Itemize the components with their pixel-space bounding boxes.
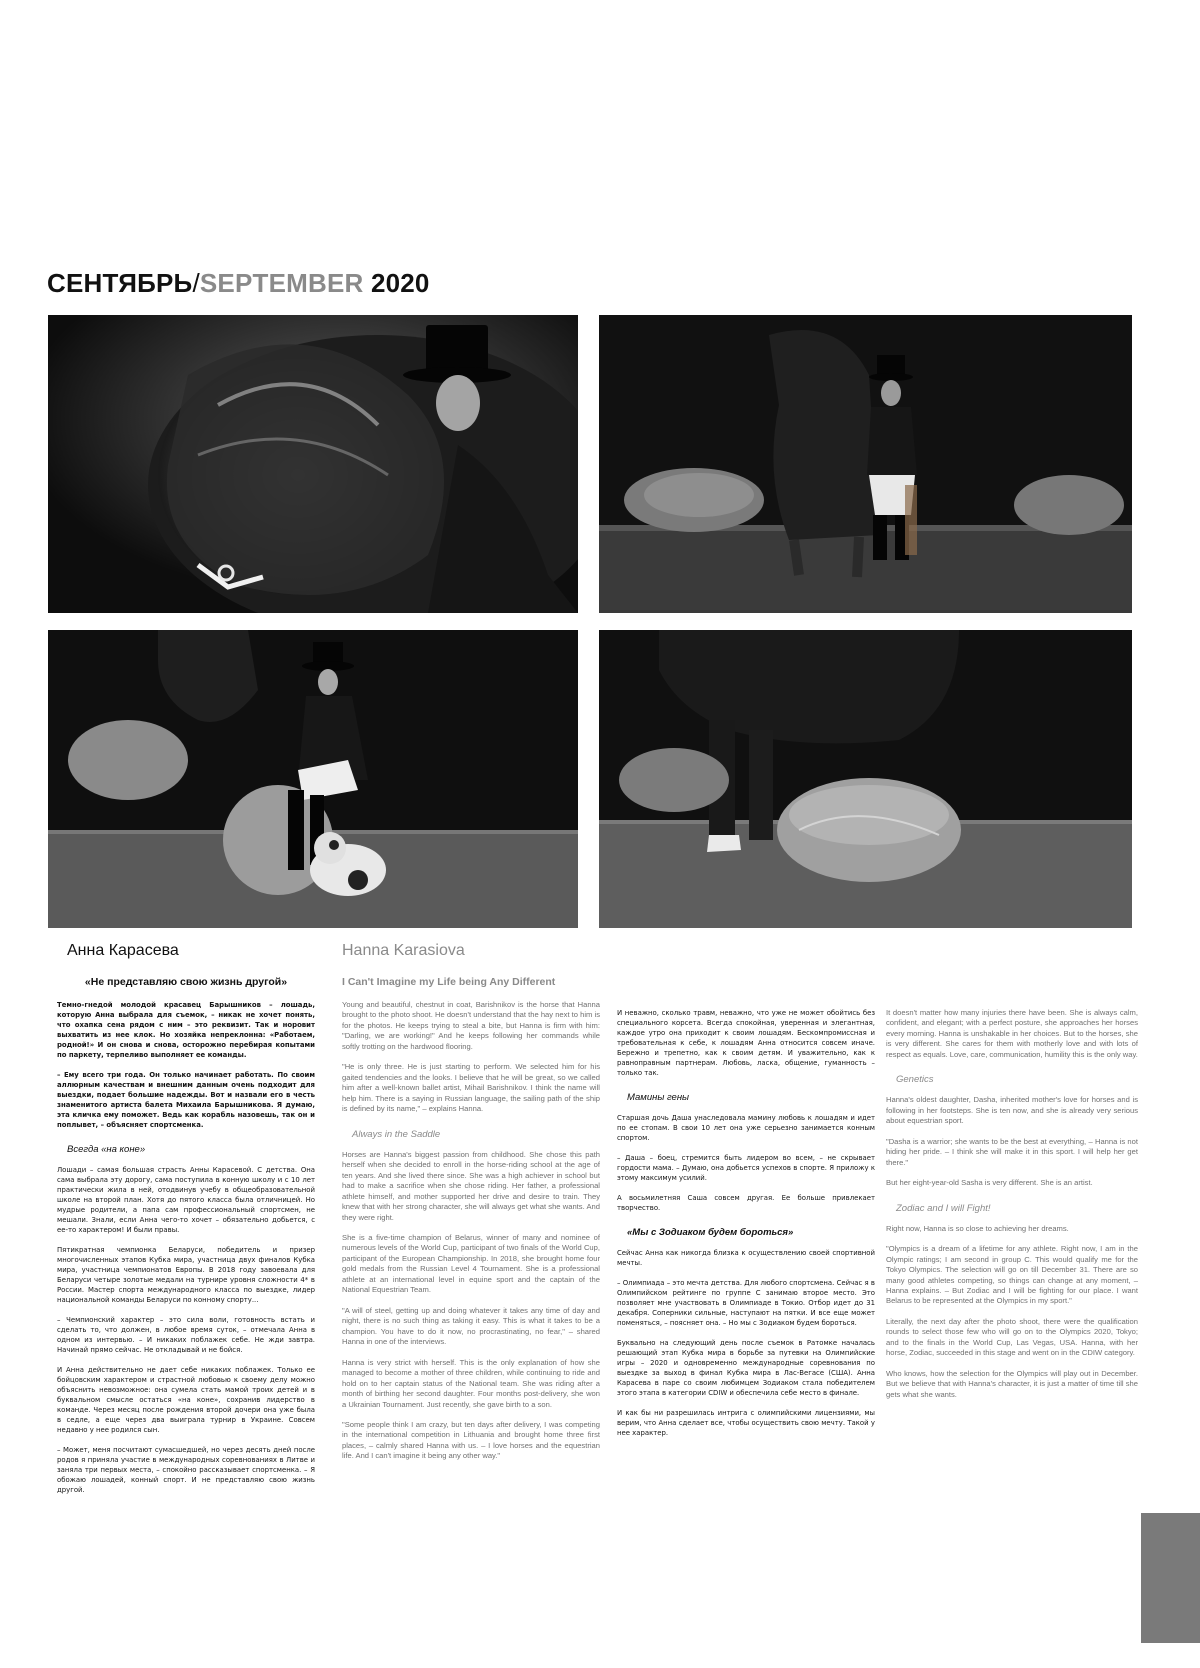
paragraph: "Some people think I am crazy, but ten days after delivery, I was competing in the international competition in Lithuania and brought home three first places, – calmly shared Hanna with us. – I love horses and the equestrian life. And I can't imagine it being any other way." [342, 1420, 600, 1461]
paragraph: It doesn't matter how many injuries there have been. She is always calm, confident, and elegant; with a perfect posture, she approaches her horses every morning. Hanna is unshakable in her choices. But to the horses, she is very different. She cares for them with motherly love and with lots of respect as equals. Love, care, communication, humility this is the only way. [886, 1008, 1138, 1059]
paragraph: Темно-гнедой молодой красавец Барышников – лошадь, которую Анна выбрала для съемок, – никак не хочет понять, что охапка сена рядом с ним – это реквизит. Так и норовит выхватить из нее клок. Но хозяйка непреклонна: «Работаем, родной!» И он снова и снова, осторожно перебирая копытами по паркету, терпеливо выполняет ее команды. [57, 1001, 315, 1059]
subheading-ru: «Мы с Зодиаком будем бороться» [627, 1227, 794, 1238]
paragraph: И как бы ни разрешилась интрига с олимпийскими лицензиями, мы верим, что Анна сделает все, чтобы осуществить свою мечту. Такой у нее характер. [617, 1409, 875, 1437]
subheading-ru: Всегда «на коне» [67, 1144, 146, 1155]
paragraph: Hanna is very strict with herself. This is the only explanation of how she managed to become a mother of three children, while continuing to ride and hold on to her captain status of the National team. She was riding after a month of birthing her second daughter. Four months post-delivery, she won a Ukrainian Tournament. Just recently, she gave birth to a son. [342, 1357, 600, 1409]
author-name-en: Hanna Karasiova [342, 942, 465, 959]
article-ru-column-1 [57, 942, 315, 1505]
paragraph: – Может, меня посчитают сумасшедшей, но через десять дней после родов я приняла участие в международных соревнованиях в Литве и заняла три первых места, – спокойно рассказывает спортсменка. – Я обожаю лошадей, конный спорт. И не представляю свою жизнь другой. [57, 1446, 315, 1494]
paragraph: Who knows, how the selection for the Olympics will play out in December. But we believe that with Hanna's character, it is just a matter of time till she gets what she wants. [886, 1368, 1138, 1399]
paragraph: Horses are Hanna's biggest passion from childhood. She chose this path herself when she decided to enroll in the horse-riding school at the age of ten years. And she lived there since. She was a high achiever in school but had to make a sacrifice when she chose riding. Her father, a professional athlete himself, and mother supported her drive and desire to train. They knew that with her strong character, she will always get what she wants. And they were right. [342, 1149, 600, 1222]
paragraph: She is a five-time champion of Belarus, winner of many and nominee of numerous levels of the World Cup, participant of two finals of the World Cup, participant of the European Championship. In 2018, she brought home four gold medals from the Russian Level 4 Tournament. She is a professional athlete at an international level in equine sport and the captain of the National Equestrian Team. [342, 1232, 600, 1295]
paragraph: Young and beautiful, chestnut in coat, Barishnikov is the horse that Hanna brought to the photo shoot. He doesn't understand that the hay next to him is for the photos. He keeps trying to steal a bite, but Hanna is firm with him: "Darling, we are working!" And he keeps following her commands while softly trotting on the hardwood flooring. [342, 1000, 600, 1051]
paragraph: Literally, the next day after the photo shoot, there were the qualification rounds to select those few who will go on to the Olympics 2020, Tokyo; and to the finals in the World Cup, Las Vegas, USA. Hanna, with her horse, Zodiac, succeeded in this stage and went on in the CDIW category. [886, 1316, 1138, 1358]
paragraph: А восьмилетняя Саша совсем другая. Ее больше привлекает творчество. [617, 1194, 875, 1212]
article-title-ru: «Не представляю свою жизнь другой» [84, 976, 288, 988]
page-edge-tab [1141, 1513, 1200, 1643]
subheading-en: Always in the Saddle [352, 1128, 441, 1140]
subheading-ru: Мамины гены [627, 1092, 690, 1103]
paragraph: – Чемпионский характер – это сила воли, готовность встать и сделать то, что должен, в любое время суток, – отмечала Анна в одном из интервью. – И никаких поблажек себе. Не жди завтра. Начинай прямо сейчас. Не откладывай и не бойся. [57, 1316, 315, 1354]
year: 2020 [370, 268, 430, 298]
paragraph: – Даша – боец, стремится быть лидером во всем, – не скрывает гордости мама. – Думаю, она добьется успехов в спорте. Я приложу к этому максимум усилий. [617, 1154, 875, 1182]
paragraph: И Анна действительно не дает себе никаких поблажек. Только ее бойцовским характером и страстной любовью к своему делу можно объяснить невозможное: она сумела стать мамой троих детей и в буквальном смысле остаться «на коне», сохранив лидерство в команде. Через месяц после рождения второй дочери она уже была в седле, а еще через два выиграла турнир в Украине. Совсем недавно у нее родился сын. [57, 1366, 315, 1434]
horse-legs-and-hay-bale-photo [599, 630, 1132, 928]
rider-seated-with-dog-photo [48, 630, 578, 928]
month-ru: СЕНТЯБРЬ [47, 268, 193, 298]
paragraph: Hanna's oldest daughter, Dasha, inherited mother's love for horses and is following in her footsteps. She is ten now, and she is already very serious about equestrian sport. [886, 1095, 1138, 1126]
paragraph: "He is only three. He is just starting to perform. We selected him for his gaited tendencies and the looks. I believe that he will be great, so we called him after a well-known ballet artist, Mihail Barishnikov. I think the name will help him. There is a saying in Russian language, the sailing path of the ship is defined by its name," – explains Hanna. [342, 1062, 600, 1114]
month-header [47, 268, 430, 299]
paragraph: – Олимпиада – это мечта детства. Для любого спортсмена. Сейчас я в Олимпийском рейтинге по группе С занимаю второе место. Это позволяет мне участвовать в Олимпиаде в Токио. Отбор идет до 31 декабря. Соперники сильные, наступают на пятки. И все еще может поменяться, – поясняет она. – Но мы с Зодиаком будем бороться. [617, 1279, 875, 1327]
month-slash: / [192, 268, 200, 298]
article-en-column-1 [342, 942, 600, 1472]
paragraph: Буквально на следующий день после съемок в Ратомке началась решающий этап Кубка мира в борьбе за путевки на Олимпийские игры – 2020 и одновременно международные соревнования по выездке за выход в финал Кубка мира в Лас-Вегасе (США). Анна Карасева в паре со своим любимцем Зодиаком стала победителем этого этапа в категории CDIW и обеспечила себе место в финале. [617, 1339, 875, 1397]
paragraph: "A will of steel, getting up and doing whatever it takes any time of day and night, there is no such thing as taking it easy. This is what it takes to be a champion. You have to do it now, no procrastinating, no fear," – shared Hanna in one of the interviews. [342, 1305, 600, 1347]
subheading-en: Zodiac and I will Fight! [896, 1202, 991, 1214]
subheading-en: Genetics [896, 1074, 934, 1086]
article-ru-column-2 [617, 1008, 875, 1448]
rider-standing-with-horse-photo [599, 315, 1132, 613]
month-en: SEPTEMBER [199, 268, 364, 298]
paragraph: Пятикратная чемпионка Беларуси, победитель и призер многочисленных этапов Кубка мира, участница двух финалов Кубка мира, участница чемпионатов Европы. В 2018 году завоевала для Беларуси четыре золотые медали на турнире уровня сложности 4* в России. Мастер спорта международного класса по выездке, лидер национальной команды Беларуси по конному спорту... [57, 1246, 315, 1304]
author-name-ru: Анна Карасева [67, 942, 179, 959]
paragraph: Right now, Hanna is so close to achieving her dreams. [886, 1223, 1069, 1233]
paragraph: И неважно, сколько травм, неважно, что уже не может обойтись без специального корсета. Всегда спокойная, уверенная и элегантная, каждое утро она приходит к своим лошадям. Бескомпромиссная и требовательная к себе, к лошадям Анна относится совсем иначе. Бережно и трепетно, как к своим детям. И уважительно, как к равноправным партнерам. Любовь, ласка, общение, гуманность – только так. [617, 1009, 875, 1077]
paragraph: Старшая дочь Даша унаследовала мамину любовь к лошадям и идет по ее стопам. В свои 10 лет она уже серьезно занимается конным спортом. [617, 1114, 875, 1142]
horse-and-rider-closeup-photo [48, 315, 578, 613]
paragraph: But her eight-year-old Sasha is very different. She is an artist. [886, 1178, 1093, 1188]
article-title-en: I Can't Imagine my Life being Any Different [342, 976, 556, 988]
paragraph: – Ему всего три года. Он только начинает работать. По своим аллюрным качествам и внешним данным очень подходит для выездки, подает большие надежды. Вот и назвали его в честь знаменитого артиста балета Михаила Барышникова. Я думаю, эта кличка ему поможет. Ведь как корабль назовешь, так он и поплывет, – объясняет спортсменка. [57, 1071, 315, 1129]
paragraph: "Dasha is a warrior; she wants to be the best at everything, – Hanna is not hiding her pride. – I think she will make it in this sport. I will help her get there." [886, 1136, 1138, 1167]
paragraph: Лошади – самая большая страсть Анны Карасевой. С детства. Она сама выбрала эту дорогу, сама поступила в конную школу и с 10 лет практически жила в ней, отодвинув учебу в общеобразовательной школе на второй план. Хотя до пятого класса была отличницей. Но мудрые родители, а папа сам профессиональный спортсмен, не мешали. Знали, если Анна чего-то хочет – обязательно добьется, с ее-то характером! И были правы. [57, 1166, 315, 1234]
article-en-column-2 [886, 1008, 1138, 1410]
paragraph: Сейчас Анна как никогда близка к осуществлению своей спортивной мечты. [617, 1249, 875, 1267]
paragraph: "Olympics is a dream of a lifetime for any athlete. Right now, I am in the Olympic ratings; I am second in group C. This would qualify me for the Tokyo Olympics. The selection will go on till December 31. There are so many good athletes competing, so things can change at any moment, – Hanna explains. – But Zodiac and I will be fighting for our place. I want Belarus to be represented at the Olympics in my sport." [886, 1244, 1138, 1306]
